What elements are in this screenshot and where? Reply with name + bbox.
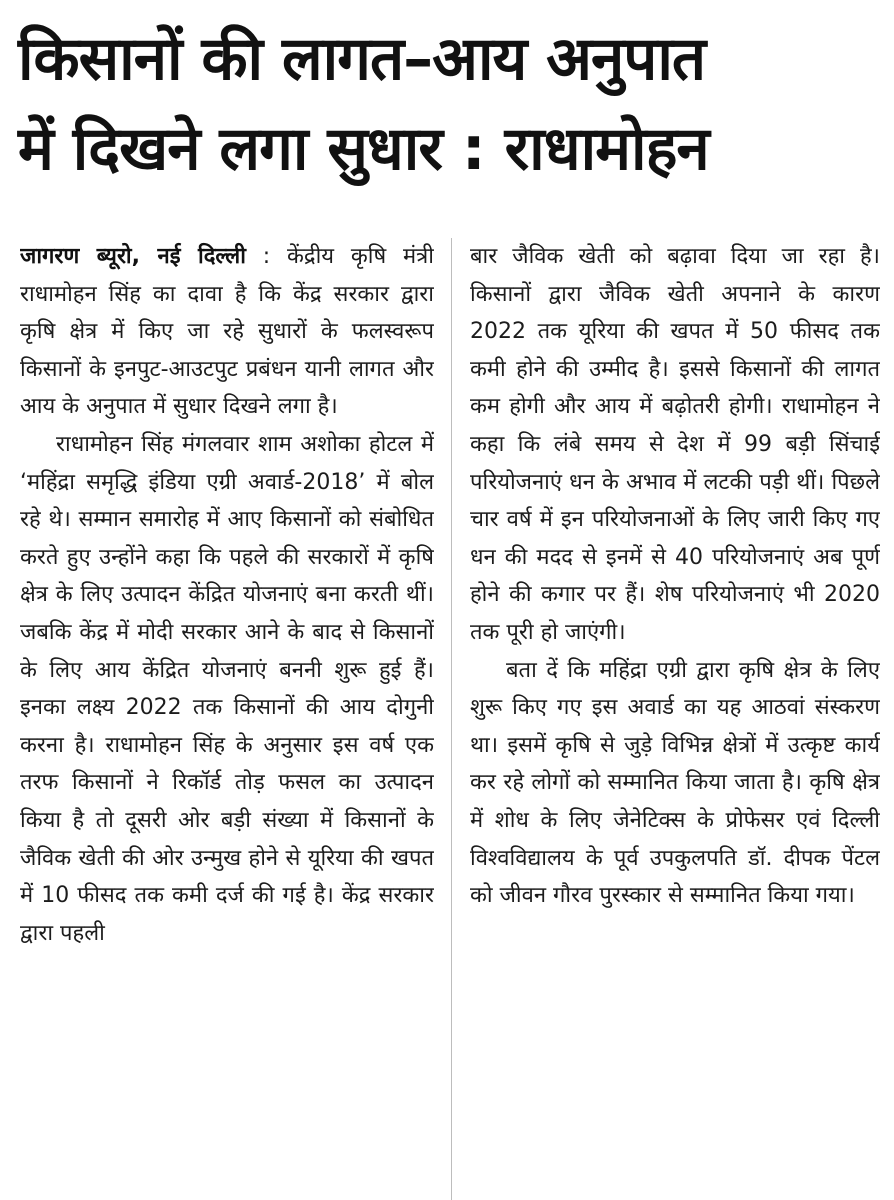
dateline: जागरण ब्यूरो, नई दिल्ली [20, 244, 246, 269]
headline [18, 14, 878, 194]
paragraph-1-text: : केंद्रीय कृषि मंत्री राधामोहन सिंह का दावा है कि केंद्र सरकार द्वारा कृषि क्षेत्र में किए जा रहे सुधारों के फलस्वरूप किसानों के इनपुट-आउटपुट प्रबंधन यानी लागत और आय के अनुपात में सुधार दिखने लगा है। [20, 244, 434, 420]
article-column-left [20, 238, 434, 1200]
article-paragraph-1 [20, 238, 434, 426]
column-divider [451, 238, 452, 1200]
headline-line-1: किसानों की लागत–आय अनुपात [18, 24, 706, 94]
article-paragraph-2-continued: बार जैविक खेती को बढ़ावा दिया जा रहा है। किसानों द्वारा जैविक खेती अपनाने के कारण 2022 तक यूरिया की खपत में 50 फीसद तक कमी होने की उम्मीद है। इससे किसानों की लागत कम होगी और आय में बढ़ोतरी होगी। राधामोहन ने कहा कि लंबे समय से देश में 99 बड़ी सिंचाई परियोजनाएं धन के अभाव में लटकी पड़ी थीं। पिछले चार वर्ष में इन परियोजनाओं के लिए जारी किए गए धन की मदद से इनमें से 40 परियोजनाएं अब पूर्ण होने की कगार पर हैं। शेष परियोजनाएं भी 2020 तक पूरी हो जाएंगी। [470, 244, 880, 645]
article-column-right [470, 238, 880, 1200]
article-paragraph-2: राधामोहन सिंह मंगलवार शाम अशोका होटल में ‘महिंद्रा समृद्धि इंडिया एग्री अवार्ड-2018’ में बोल रहे थे। सम्मान समारोह में आए किसानों को संबोधित करते हुए उन्होंने कहा कि पहले की सरकारों में कृषि क्षेत्र के लिए उत्पादन केंद्रित योजनाएं बना करती थीं। जबकि केंद्र में मोदी सरकार आने के बाद से किसानों के लिए आय केंद्रित योजनाएं बननी शुरू हुई हैं। इनका लक्ष्य 2022 तक किसानों की आय दोगुनी करना है। राधामोहन सिंह के अनुसार इस वर्ष एक तरफ किसानों ने रिकॉर्ड तोड़ फसल का उत्पादन किया है तो दूसरी ओर बड़ी संख्या में किसानों के जैविक खेती की ओर उन्मुख होने से यूरिया की खपत में 10 फीसद तक कमी दर्ज की गई है। केंद्र सरकार द्वारा पहली [20, 431, 434, 946]
headline-line-2: में दिखने लगा सुधार : राधामोहन [18, 114, 709, 184]
article-paragraph-3: बता दें कि महिंद्रा एग्री द्वारा कृषि क्षेत्र के लिए शुरू किए गए इस अवार्ड का यह आठवां संस्करण था। इसमें कृषि से जुड़े विभिन्न क्षेत्रों में उत्कृष्ट कार्य कर रहे लोगों को सम्मानित किया जाता है। कृषि क्षेत्र में शोध के लिए जेनेटिक्स के प्रोफेसर एवं दिल्ली विश्वविद्यालय के पूर्व उपकुलपति डॉ. दीपक पेंटल को जीवन गौरव पुरस्कार से सम्मानित किया गया। [470, 657, 880, 909]
